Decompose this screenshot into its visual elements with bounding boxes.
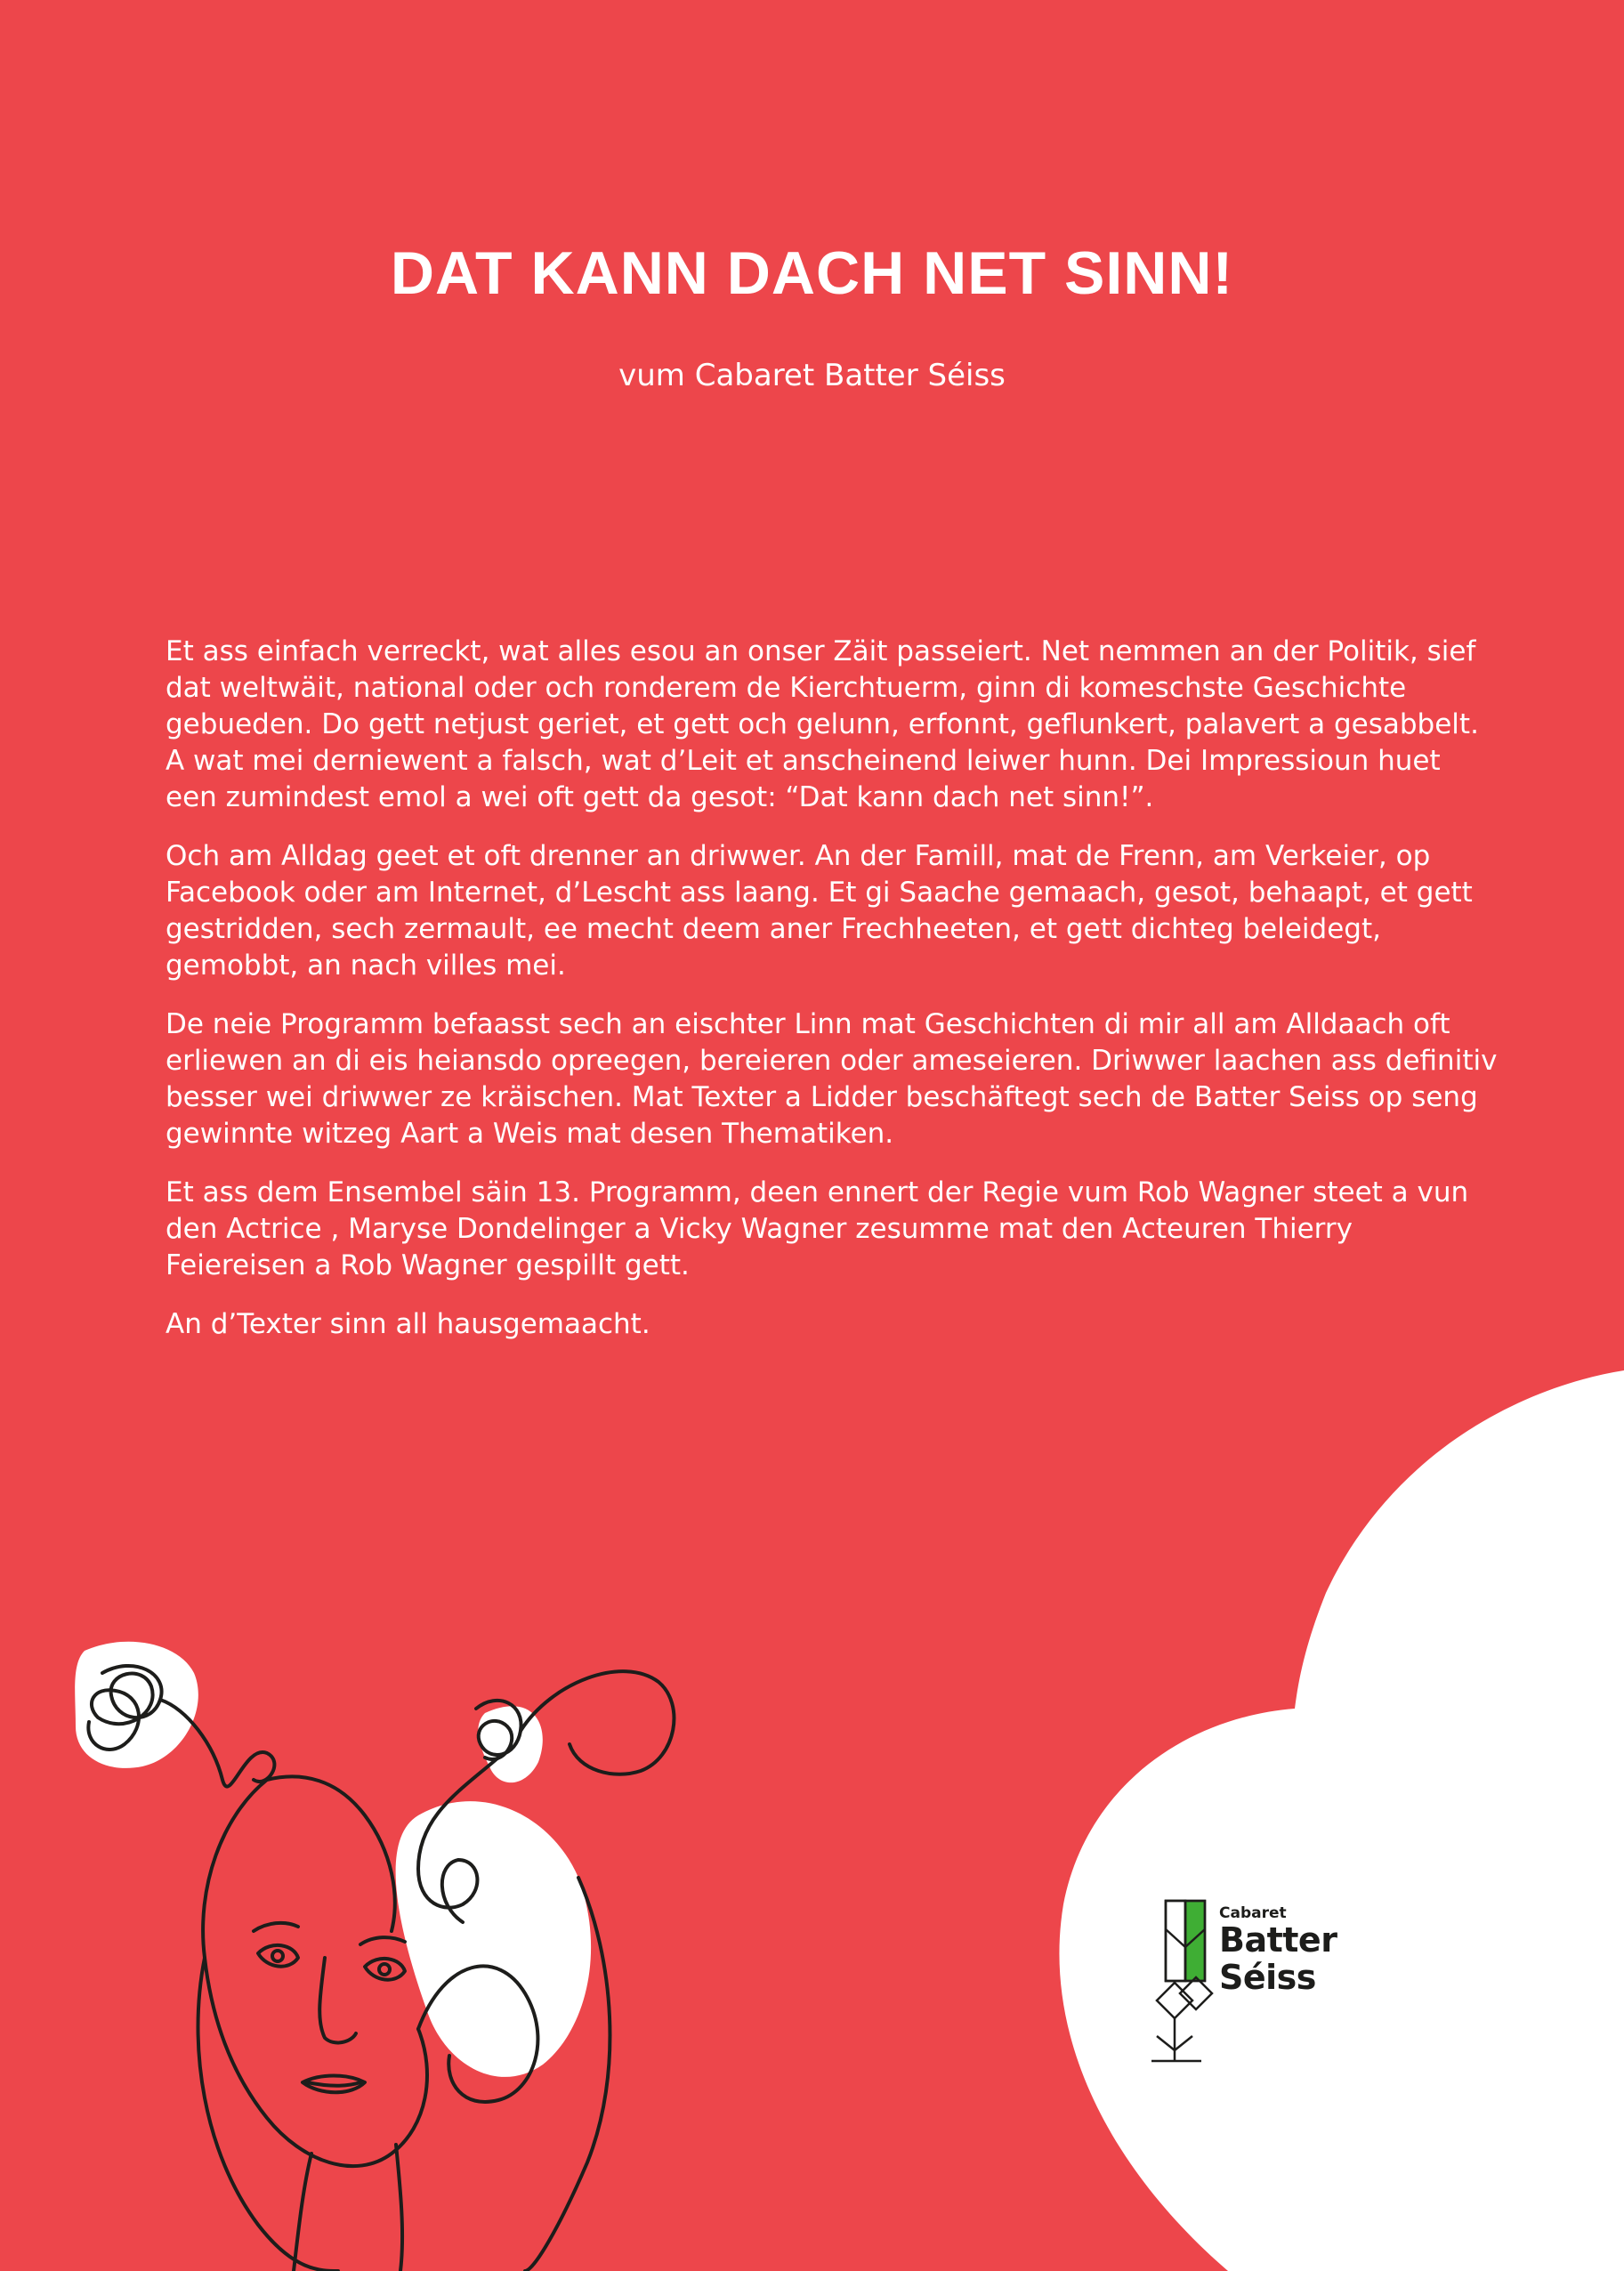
logo-line-batter: Batter [1219, 1920, 1337, 1960]
cabaret-logo [1144, 1894, 1358, 2072]
page-title: DAT KANN DACH NET SINN! [390, 239, 1234, 307]
paragraph: An d’Texter sinn all hausgemaacht. [166, 1308, 650, 1340]
tree-logo-icon [1144, 1894, 1216, 2072]
paragraph: Och am Alldag geet et oft drenner an driwwer. An der Famill, mat de Frenn, am Verkeier, op Facebook oder am Internet, d’Lescht ass laang. Et gi Saache gemaach, gesot, behaapt, et gett gestridden, sech zermault, ee mecht deem aner Frechheeten, et gett dichteg beleidegt, gemobbt, an nach villes mei. [166, 840, 1473, 982]
logo-line-seiss: Séiss [1219, 1958, 1316, 1997]
page-subtitle: vum Cabaret Batter Séiss [618, 358, 1006, 393]
paragraph: De neie Programm befaasst sech an eischter Linn mat Geschichten di mir all am Alldaach oft erliewen an di eis heiansdo opreegen, bereieren oder ameseieren. Driwwer laachen ass definitiv besser wei driwwer ze kräischen. Mat Texter a Lidder beschäftegt sech de Batter Seiss op seng gewinnte witzeg Aart a Weis mat desen Thematiken. [166, 1008, 1498, 1150]
body-text [166, 634, 1500, 1365]
paragraph: Et ass dem Ensembel säin 13. Programm, deen ennert der Regie vum Rob Wagner steet a vun den Actrice , Maryse Dondelinger a Vicky Wagner zesumme mat den Acteuren Thierry Feiereisen a Rob Wagner gespillt gett. [166, 1176, 1469, 1281]
paragraph: Et ass einfach verreckt, wat alles esou an onser Zäit passeiert. Net nemmen an der Politik, sief dat weltwäit, national oder och ronderem de Kierchtuerm, ginn di komeschste Geschichte gebueden. Do gett netjust geriet, et gett och gelunn, erfonnt, geflunkert, palavert a gesabbelt. A wat mei derniewent a falsch, wat d’Leit et anscheinend leiwer hunn. Dei Impressioun huet een zumindest emol a wei oft gett da gesot: “Dat kann dach net sinn!”. [166, 635, 1479, 813]
logo-line-cabaret: Cabaret [1219, 1904, 1287, 1922]
